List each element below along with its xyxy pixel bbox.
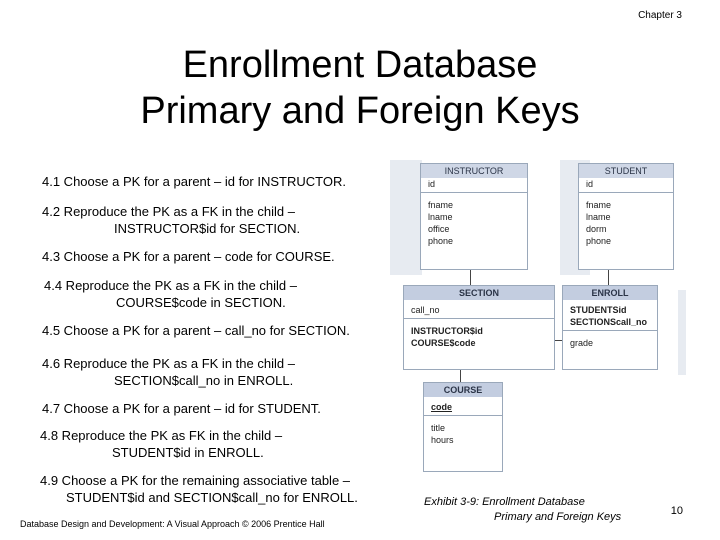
course-table-name: COURSE: [424, 383, 502, 397]
enroll-pk: SECTIONScall_no: [563, 316, 657, 331]
student-table: [578, 163, 674, 270]
instructor-attr: lname: [428, 212, 453, 222]
course-pk: code: [424, 397, 502, 416]
section-table: [403, 285, 555, 370]
enroll-attr: grade: [570, 338, 594, 348]
diagram-shade: [678, 290, 686, 375]
connector-course-section: [460, 368, 461, 382]
step-4-2: 4.2 Reproduce the PK as a FK in the child – INSTRUCTOR$id for SECTION.: [42, 204, 301, 236]
section-pk: call_no: [404, 300, 554, 319]
course-attr: hours: [431, 435, 454, 445]
student-attr: fname: [586, 200, 612, 210]
step-4-7: 4.7 Choose a PK for a parent – id for STUDENT.: [42, 401, 321, 416]
title-line-1: Enrollment Database: [182, 44, 538, 86]
caption-line-1: Exhibit 3-9: Enrollment Database: [424, 496, 585, 508]
step-4-6: 4.6 Reproduce the PK as a FK in the child – SECTION$call_no in ENROLL.: [42, 356, 295, 388]
step-4-3: 4.3 Choose a PK for a parent – code for COURSE.: [42, 249, 335, 264]
section-fk: INSTRUCTOR$id: [411, 326, 483, 336]
instructor-table-name: INSTRUCTOR: [421, 164, 527, 178]
exhibit-caption: [424, 495, 621, 525]
instructor-table: [420, 163, 528, 270]
chapter-label: Chapter 3: [638, 10, 682, 21]
step-4-9: 4.9 Choose a PK for the remaining associative table – STUDENT$id and SECTION$call_no for ENROLL.: [40, 473, 358, 505]
er-diagram: [390, 160, 690, 480]
step-4-4: 4.4 Reproduce the PK as a FK in the child – COURSE$code in SECTION.: [44, 278, 297, 310]
student-attr: dorm: [586, 224, 607, 234]
instructor-pk: id: [421, 178, 527, 193]
footer-text: Database Design and Development: A Visual Approach © 2006 Prentice Hall: [20, 519, 325, 529]
section-fk: COURSE$code: [411, 338, 476, 348]
section-table-name: SECTION: [404, 286, 554, 300]
course-table: [423, 382, 503, 472]
enroll-table-name: ENROLL: [563, 286, 657, 300]
caption-line-2: Primary and Foreign Keys: [494, 511, 622, 523]
instructor-attr: office: [428, 224, 450, 234]
student-attr: lname: [586, 212, 611, 222]
step-4-8: 4.8 Reproduce the PK as FK in the child – STUDENT$id in ENROLL.: [40, 428, 283, 460]
step-4-1: 4.1 Choose a PK for a parent – id for INSTRUCTOR.: [42, 174, 346, 189]
title-line-2: Primary and Foreign Keys: [140, 90, 580, 132]
page-number: 10: [670, 505, 683, 517]
student-table-name: STUDENT: [579, 164, 673, 178]
enroll-table: [562, 285, 658, 370]
connector-student-enroll: [608, 268, 609, 285]
instructor-attr: phone: [428, 236, 454, 246]
step-4-5: 4.5 Choose a PK for a parent – call_no for SECTION.: [42, 323, 350, 338]
connector-section-enroll: [554, 340, 562, 341]
student-pk: id: [579, 178, 673, 193]
diagram-shade: [390, 160, 422, 275]
course-attr: title: [431, 423, 446, 433]
enroll-pk: STUDENTSid: [570, 305, 627, 315]
instructor-attr: fname: [428, 200, 454, 210]
student-attr: phone: [586, 236, 612, 246]
connector-instructor-section: [470, 268, 471, 285]
